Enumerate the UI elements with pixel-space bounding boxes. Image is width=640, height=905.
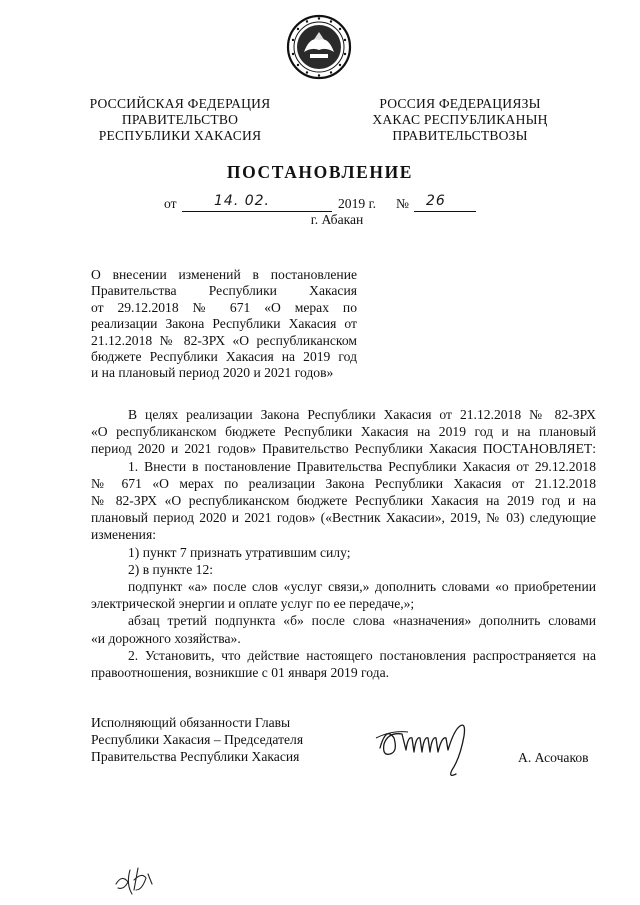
date-handwritten: 14. 02. bbox=[214, 193, 270, 209]
body-line: абзац третий подпункта «б» после слова «назначения» дополнить словами bbox=[128, 613, 596, 629]
subject-block bbox=[91, 267, 357, 382]
date-from-label: от bbox=[164, 196, 177, 211]
city-label: г. Абакан bbox=[310, 212, 364, 227]
subject-line: и на плановый период 2020 и 2021 годов» bbox=[91, 365, 334, 381]
header-left-russian bbox=[82, 96, 278, 144]
subject-line: 21.12.2018 № 82-ЗРХ «О республиканском bbox=[91, 332, 357, 348]
document-title: ПОСТАНОВЛЕНИЕ bbox=[226, 162, 414, 182]
signatory-position bbox=[91, 714, 303, 766]
document-body bbox=[91, 406, 596, 681]
body-line: период 2020 и 2021 годов» Правительство Республики Хакасия ПОСТАНОВЛЯЕТ: bbox=[91, 441, 596, 457]
header-right-khakas bbox=[360, 96, 560, 144]
header-left-line: РЕСПУБЛИКИ ХАКАСИЯ bbox=[98, 128, 262, 143]
body-line: «и дорожного хозяйства». bbox=[91, 630, 241, 646]
body-line: 2) в пункте 12: bbox=[128, 561, 214, 577]
body-line: плановый период 2020 и 2021 годов» («Вестник Хакасии», 2019, № 03) следующие bbox=[91, 510, 596, 526]
header-right-line: ПРАВИТЕЛЬСТВОЗЫ bbox=[392, 128, 528, 143]
subject-line: бюджете Республики Хакасия на 2019 год bbox=[91, 349, 357, 365]
city-line bbox=[0, 212, 640, 228]
subject-line: О внесении изменений в постановление bbox=[91, 267, 357, 282]
header-left-line: РОССИЙСКАЯ ФЕДЕРАЦИЯ bbox=[89, 96, 271, 111]
body-line: 1) пункт 7 признать утратившим силу; bbox=[128, 544, 351, 560]
year-label: 2019 г. bbox=[338, 196, 377, 211]
body-line: В целях реализации Закона Республики Хакасия от 21.12.2018 № 82-ЗРХ bbox=[128, 407, 596, 422]
handwritten-signature bbox=[372, 708, 480, 780]
body-line: изменения: bbox=[91, 527, 156, 543]
body-line: 2. Установить, что действие настоящего постановления распространяется на bbox=[128, 647, 596, 663]
position-line: Республики Хакасия – Председателя bbox=[91, 732, 304, 748]
body-line: подпункт «а» после слов «услуг связи,» дополнить словами «о приобретении bbox=[128, 579, 596, 595]
subject-line: реализации Закона Республики Хакасия от bbox=[91, 316, 357, 332]
body-line: «О республиканском бюджете Республики Хакасия на 2019 год и на плановый bbox=[91, 424, 596, 440]
number-handwritten: 26 bbox=[426, 193, 446, 209]
body-line: № 671 «О мерах по реализации Закона Республики Хакасия от 21.12.2018 bbox=[91, 475, 596, 491]
body-line: правоотношения, возникшие с 01 января 2019 года. bbox=[91, 665, 390, 681]
number-label: № bbox=[396, 196, 409, 211]
signatory-name: А. Асочаков bbox=[518, 750, 589, 765]
body-line: № 82-ЗРХ «О республиканском бюджете Республики Хакасия на 2019 год и на bbox=[91, 493, 596, 509]
coat-of-arms-emblem bbox=[286, 14, 352, 80]
body-line: электрической энергии и оплате услуг по ее передаче,»; bbox=[91, 596, 415, 612]
header-left-line: ПРАВИТЕЛЬСТВО bbox=[121, 112, 239, 127]
subject-line: от 29.12.2018 № 671 «О мерах по bbox=[91, 299, 357, 315]
header-right-line: ХАКАС РЕСПУБЛИКАНЫҢ bbox=[372, 112, 548, 127]
position-line: Правительства Республики Хакасия bbox=[91, 749, 300, 765]
handwritten-margin-mark bbox=[112, 860, 172, 898]
body-line: 1. Внести в постановление Правительства Республики Хакасия от 29.12.2018 bbox=[128, 458, 596, 474]
subject-line: Правительства Республики Хакасия bbox=[91, 283, 357, 299]
position-line: Исполняющий обязанности Главы bbox=[91, 715, 291, 730]
header-right-line: РОССИЯ ФЕДЕРАЦИЯЗЫ bbox=[379, 96, 541, 111]
